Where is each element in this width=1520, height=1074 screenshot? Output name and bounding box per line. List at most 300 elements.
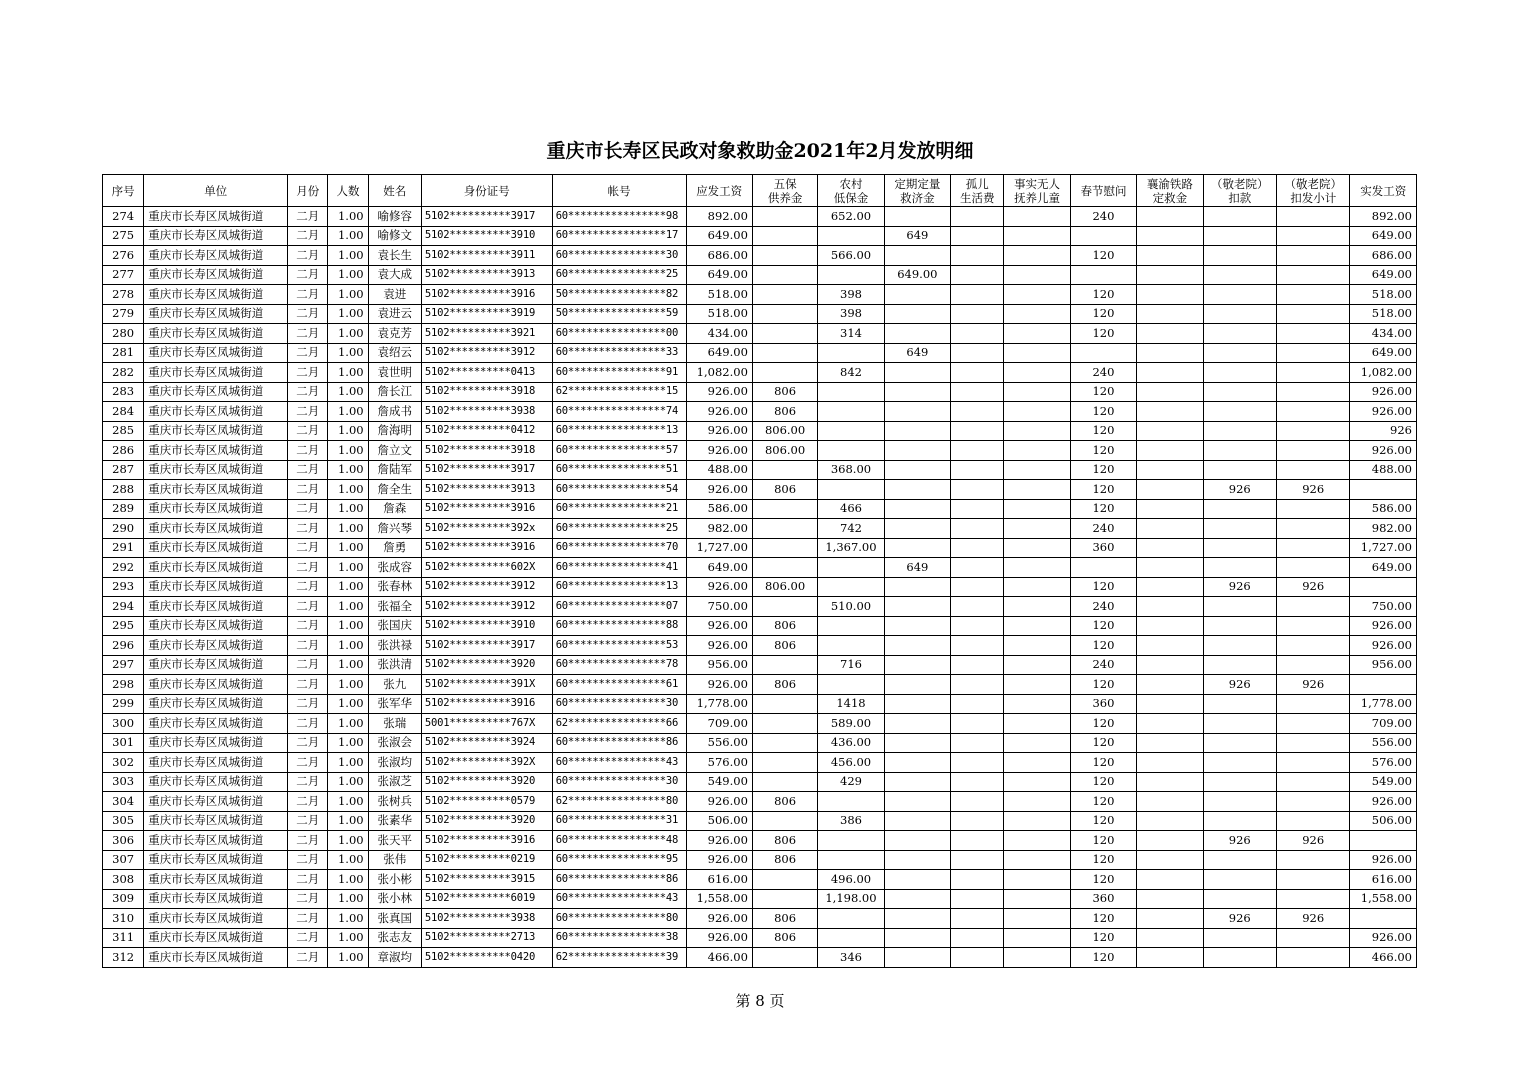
- table-cell: 1.00: [328, 558, 368, 578]
- table-cell: [884, 889, 950, 909]
- table-cell: [884, 207, 950, 227]
- table-cell: 290: [103, 519, 144, 539]
- table-cell: 1.00: [328, 207, 368, 227]
- table-cell: 5102**********3913: [421, 480, 552, 500]
- table-cell: [752, 324, 817, 344]
- table-cell: [951, 948, 1004, 968]
- table-row: [103, 246, 1417, 266]
- table-cell: 576.00: [686, 753, 752, 773]
- table-cell: [1137, 714, 1203, 734]
- table-cell: 556.00: [686, 733, 752, 753]
- table-cell: 466.00: [686, 948, 752, 968]
- table-cell: 5102**********602X: [421, 558, 552, 578]
- table-cell: [752, 694, 817, 714]
- table-cell: [1350, 480, 1417, 500]
- table-cell: 296: [103, 636, 144, 656]
- table-cell: [951, 850, 1004, 870]
- table-cell: 926: [1203, 909, 1276, 929]
- table-cell: 张成容: [368, 558, 421, 578]
- table-cell: [1137, 207, 1203, 227]
- table-cell: 926.00: [1350, 792, 1417, 812]
- table-cell: 806.00: [752, 421, 817, 441]
- table-cell: 60****************33: [552, 343, 686, 363]
- table-cell: [818, 402, 884, 422]
- table-cell: [1137, 597, 1203, 617]
- table-row: [103, 460, 1417, 480]
- table-cell: 1.00: [328, 460, 368, 480]
- table-cell: 5102**********3938: [421, 402, 552, 422]
- table-row: [103, 772, 1417, 792]
- table-cell: [951, 324, 1004, 344]
- table-row: [103, 753, 1417, 773]
- table-cell: 456.00: [818, 753, 884, 773]
- table-cell: [752, 207, 817, 227]
- table-row: [103, 285, 1417, 305]
- table-cell: [1276, 714, 1349, 734]
- table-cell: [1203, 519, 1276, 539]
- table-cell: 60****************48: [552, 831, 686, 851]
- table-cell: [884, 441, 950, 461]
- table-cell: 5001**********767X: [421, 714, 552, 734]
- table-cell: [884, 870, 950, 890]
- table-cell: 60****************54: [552, 480, 686, 500]
- table-cell: 518.00: [686, 285, 752, 305]
- table-cell: 二月: [288, 714, 328, 734]
- table-row: [103, 499, 1417, 519]
- table-cell: 302: [103, 753, 144, 773]
- table-cell: 重庆市长寿区凤城街道: [144, 246, 288, 266]
- table-cell: 649.00: [1350, 558, 1417, 578]
- table-cell: [1137, 792, 1203, 812]
- table-cell: [1276, 811, 1349, 831]
- table-cell: [1070, 343, 1136, 363]
- table-cell: 750.00: [1350, 597, 1417, 617]
- table-cell: [1137, 909, 1203, 929]
- table-cell: 5102**********0219: [421, 850, 552, 870]
- table-cell: 重庆市长寿区凤城街道: [144, 480, 288, 500]
- table-cell: 张小林: [368, 889, 421, 909]
- table-cell: [1004, 870, 1070, 890]
- table-cell: 278: [103, 285, 144, 305]
- table-cell: 1,778.00: [1350, 694, 1417, 714]
- table-cell: 806: [752, 480, 817, 500]
- table-cell: [1004, 636, 1070, 656]
- table-cell: 5102**********3916: [421, 538, 552, 558]
- table-cell: 重庆市长寿区凤城街道: [144, 850, 288, 870]
- table-cell: 926: [1276, 480, 1349, 500]
- table-cell: [884, 772, 950, 792]
- table-row: [103, 441, 1417, 461]
- table-cell: [1203, 772, 1276, 792]
- table-cell: 589.00: [818, 714, 884, 734]
- table-cell: [951, 870, 1004, 890]
- table-cell: [752, 304, 817, 324]
- table-cell: [1137, 850, 1203, 870]
- table-cell: [884, 733, 950, 753]
- table-cell: [1004, 675, 1070, 695]
- table-cell: 281: [103, 343, 144, 363]
- table-cell: 926: [1203, 577, 1276, 597]
- table-cell: [884, 616, 950, 636]
- table-cell: 60****************91: [552, 363, 686, 383]
- table-cell: 926.00: [1350, 636, 1417, 656]
- table-cell: [1203, 285, 1276, 305]
- column-header: 帐号: [552, 175, 686, 207]
- table-cell: 詹森: [368, 499, 421, 519]
- table-cell: 1.00: [328, 441, 368, 461]
- table-cell: [951, 811, 1004, 831]
- table-cell: 张淑均: [368, 753, 421, 773]
- table-cell: [752, 597, 817, 617]
- table-cell: 1.00: [328, 948, 368, 968]
- table-cell: [1004, 226, 1070, 246]
- table-cell: 283: [103, 382, 144, 402]
- table-cell: 306: [103, 831, 144, 851]
- table-cell: 袁世明: [368, 363, 421, 383]
- table-row: [103, 870, 1417, 890]
- table-cell: [1203, 928, 1276, 948]
- table-cell: 926.00: [1350, 382, 1417, 402]
- table-cell: 二月: [288, 928, 328, 948]
- table-body: [103, 207, 1417, 968]
- table-cell: [1137, 733, 1203, 753]
- table-cell: 1,082.00: [686, 363, 752, 383]
- table-cell: 649.00: [884, 265, 950, 285]
- table-cell: 60****************30: [552, 246, 686, 266]
- table-cell: 张国庆: [368, 616, 421, 636]
- table-cell: [1137, 753, 1203, 773]
- page-title: 重庆市长寿区民政对象救助金2021年2月发放明细: [546, 140, 974, 162]
- table-cell: 288: [103, 480, 144, 500]
- table-cell: 詹陆军: [368, 460, 421, 480]
- table-cell: 298: [103, 675, 144, 695]
- table-row: [103, 831, 1417, 851]
- table-cell: [1137, 402, 1203, 422]
- table-cell: 240: [1070, 655, 1136, 675]
- table-cell: 1,727.00: [1350, 538, 1417, 558]
- table-cell: [1276, 870, 1349, 890]
- table-cell: 重庆市长寿区凤城街道: [144, 636, 288, 656]
- table-cell: 120: [1070, 382, 1136, 402]
- table-cell: [1276, 343, 1349, 363]
- table-cell: [884, 421, 950, 441]
- table-cell: 张小彬: [368, 870, 421, 890]
- table-cell: [884, 538, 950, 558]
- column-header: 人数: [328, 175, 368, 207]
- table-cell: 5102**********6019: [421, 889, 552, 909]
- table-cell: [1276, 226, 1349, 246]
- table-cell: 806: [752, 928, 817, 948]
- column-header: 五保 供养金: [752, 175, 817, 207]
- table-cell: [1004, 304, 1070, 324]
- table-cell: 806.00: [752, 441, 817, 461]
- table-cell: 重庆市长寿区凤城街道: [144, 870, 288, 890]
- table-cell: 120: [1070, 577, 1136, 597]
- table-cell: 289: [103, 499, 144, 519]
- table-cell: 重庆市长寿区凤城街道: [144, 363, 288, 383]
- table-cell: 二月: [288, 909, 328, 929]
- table-cell: [818, 792, 884, 812]
- table-cell: 616.00: [686, 870, 752, 890]
- table-row: [103, 480, 1417, 500]
- table-cell: 60****************38: [552, 928, 686, 948]
- table-cell: 60****************25: [552, 519, 686, 539]
- table-cell: [1004, 538, 1070, 558]
- table-cell: [951, 519, 1004, 539]
- table-cell: [818, 480, 884, 500]
- table-cell: [951, 597, 1004, 617]
- table-row: [103, 675, 1417, 695]
- table-row: [103, 402, 1417, 422]
- table-cell: [951, 304, 1004, 324]
- table-cell: [1203, 304, 1276, 324]
- table-cell: [1276, 889, 1349, 909]
- table-cell: [951, 343, 1004, 363]
- table-cell: [1137, 519, 1203, 539]
- table-cell: 重庆市长寿区凤城街道: [144, 207, 288, 227]
- table-cell: [884, 577, 950, 597]
- table-cell: 1,558.00: [686, 889, 752, 909]
- table-cell: 120: [1070, 850, 1136, 870]
- table-cell: [752, 558, 817, 578]
- table-cell: 袁绍云: [368, 343, 421, 363]
- table-cell: [1350, 577, 1417, 597]
- table-cell: [884, 304, 950, 324]
- table-cell: 1.00: [328, 382, 368, 402]
- table-cell: 60****************51: [552, 460, 686, 480]
- table-cell: 5102**********3910: [421, 226, 552, 246]
- table-cell: 张树兵: [368, 792, 421, 812]
- column-header: （敬老院） 扣发小计: [1276, 175, 1349, 207]
- table-cell: 詹长江: [368, 382, 421, 402]
- table-cell: 1.00: [328, 928, 368, 948]
- table-cell: 518.00: [1350, 304, 1417, 324]
- table-cell: [884, 597, 950, 617]
- table-cell: [752, 246, 817, 266]
- table-cell: [1350, 909, 1417, 929]
- table-cell: [1276, 499, 1349, 519]
- table-cell: [752, 343, 817, 363]
- table-cell: [1137, 636, 1203, 656]
- table-cell: 750.00: [686, 597, 752, 617]
- table-cell: [884, 753, 950, 773]
- table-cell: 1.00: [328, 889, 368, 909]
- table-cell: 5102**********3916: [421, 831, 552, 851]
- table-cell: 重庆市长寿区凤城街道: [144, 948, 288, 968]
- table-cell: 1.00: [328, 519, 368, 539]
- table-cell: 二月: [288, 597, 328, 617]
- table-cell: 398: [818, 285, 884, 305]
- table-cell: 1.00: [328, 480, 368, 500]
- table-cell: 60****************30: [552, 772, 686, 792]
- table-cell: 5102**********3920: [421, 655, 552, 675]
- table-cell: 5102**********3912: [421, 577, 552, 597]
- table-cell: 982.00: [1350, 519, 1417, 539]
- table-cell: [1137, 265, 1203, 285]
- table-cell: [1276, 246, 1349, 266]
- table-cell: 240: [1070, 519, 1136, 539]
- table-cell: [818, 675, 884, 695]
- table-cell: 926: [1203, 480, 1276, 500]
- table-cell: 袁长生: [368, 246, 421, 266]
- table-cell: 120: [1070, 792, 1136, 812]
- table-cell: 60****************30: [552, 694, 686, 714]
- table-cell: 956.00: [686, 655, 752, 675]
- table-cell: [1004, 753, 1070, 773]
- table-cell: 842: [818, 363, 884, 383]
- table-cell: 1.00: [328, 285, 368, 305]
- table-row: [103, 694, 1417, 714]
- table-cell: 926.00: [686, 616, 752, 636]
- column-header: 实发工资: [1350, 175, 1417, 207]
- table-cell: 5102**********3924: [421, 733, 552, 753]
- table-cell: [1203, 343, 1276, 363]
- table-cell: 616.00: [1350, 870, 1417, 890]
- table-cell: 1.00: [328, 753, 368, 773]
- table-cell: [752, 363, 817, 383]
- table-cell: 二月: [288, 870, 328, 890]
- table-cell: [1276, 655, 1349, 675]
- table-cell: 詹立文: [368, 441, 421, 461]
- table-cell: 重庆市长寿区凤城街道: [144, 343, 288, 363]
- table-cell: 张九: [368, 675, 421, 695]
- table-cell: 袁进云: [368, 304, 421, 324]
- table-cell: [951, 831, 1004, 851]
- table-cell: 926: [1203, 831, 1276, 851]
- table-cell: [752, 889, 817, 909]
- column-header: 定期定量 救济金: [884, 175, 950, 207]
- table-cell: 926.00: [686, 792, 752, 812]
- table-cell: 1.00: [328, 246, 368, 266]
- table-cell: 60****************00: [552, 324, 686, 344]
- table-cell: [1350, 831, 1417, 851]
- table-cell: [1137, 499, 1203, 519]
- table-cell: 张福全: [368, 597, 421, 617]
- table-cell: [818, 909, 884, 929]
- table-cell: 311: [103, 928, 144, 948]
- table-cell: [1137, 948, 1203, 968]
- table-cell: 120: [1070, 714, 1136, 734]
- table-cell: 5102**********392X: [421, 753, 552, 773]
- table-cell: [1004, 441, 1070, 461]
- table-cell: [1276, 928, 1349, 948]
- table-cell: 926: [1276, 831, 1349, 851]
- table-cell: 重庆市长寿区凤城街道: [144, 811, 288, 831]
- table-cell: 926.00: [686, 850, 752, 870]
- table-cell: 309: [103, 889, 144, 909]
- table-cell: [951, 499, 1004, 519]
- table-cell: 276: [103, 246, 144, 266]
- table-cell: [752, 811, 817, 831]
- table-cell: 5102**********3912: [421, 343, 552, 363]
- table-cell: [1070, 265, 1136, 285]
- table-cell: 重庆市长寿区凤城街道: [144, 792, 288, 812]
- table-cell: 重庆市长寿区凤城街道: [144, 655, 288, 675]
- table-cell: 1.00: [328, 343, 368, 363]
- table-cell: 303: [103, 772, 144, 792]
- table-cell: 518.00: [1350, 285, 1417, 305]
- table-cell: 285: [103, 421, 144, 441]
- table-cell: [951, 285, 1004, 305]
- table-cell: 重庆市长寿区凤城街道: [144, 558, 288, 578]
- table-cell: 二月: [288, 421, 328, 441]
- table-cell: 60****************98: [552, 207, 686, 227]
- table-cell: 518.00: [686, 304, 752, 324]
- table-cell: [1004, 519, 1070, 539]
- table-cell: [1137, 460, 1203, 480]
- table-cell: 120: [1070, 441, 1136, 461]
- table-cell: [1137, 363, 1203, 383]
- table-cell: [951, 577, 1004, 597]
- table-cell: [1203, 226, 1276, 246]
- table-cell: 926.00: [1350, 928, 1417, 948]
- table-cell: [1137, 889, 1203, 909]
- table-cell: 张瑞: [368, 714, 421, 734]
- table-cell: 120: [1070, 304, 1136, 324]
- table-cell: 袁进: [368, 285, 421, 305]
- table-cell: 360: [1070, 694, 1136, 714]
- table-cell: [1203, 207, 1276, 227]
- table-cell: [951, 265, 1004, 285]
- table-cell: [884, 499, 950, 519]
- table-cell: 60****************07: [552, 597, 686, 617]
- table-cell: [1276, 597, 1349, 617]
- table-cell: 重庆市长寿区凤城街道: [144, 577, 288, 597]
- table-row: [103, 519, 1417, 539]
- table-cell: 5102**********3911: [421, 246, 552, 266]
- table-cell: [1137, 538, 1203, 558]
- table-cell: 二月: [288, 324, 328, 344]
- table-cell: 926: [1350, 421, 1417, 441]
- table-cell: [1137, 577, 1203, 597]
- table-cell: [1203, 889, 1276, 909]
- table-cell: [752, 499, 817, 519]
- table-cell: 649.00: [1350, 265, 1417, 285]
- table-header-row: [103, 175, 1417, 207]
- table-cell: 649.00: [686, 226, 752, 246]
- table-cell: 360: [1070, 538, 1136, 558]
- table-cell: [1004, 402, 1070, 422]
- table-cell: 重庆市长寿区凤城街道: [144, 909, 288, 929]
- column-header: 序号: [103, 175, 144, 207]
- table-cell: 120: [1070, 636, 1136, 656]
- table-cell: [1137, 655, 1203, 675]
- table-cell: [1276, 285, 1349, 305]
- table-cell: 709.00: [1350, 714, 1417, 734]
- column-header: 身份证号: [421, 175, 552, 207]
- table-row: [103, 421, 1417, 441]
- table-cell: [1004, 480, 1070, 500]
- table-cell: 二月: [288, 616, 328, 636]
- table-cell: 二月: [288, 402, 328, 422]
- column-header: 事实无人 抚养儿童: [1004, 175, 1070, 207]
- table-cell: [1004, 285, 1070, 305]
- table-cell: 二月: [288, 460, 328, 480]
- table-cell: 50****************59: [552, 304, 686, 324]
- column-header: 单位: [144, 175, 288, 207]
- table-cell: 926.00: [1350, 402, 1417, 422]
- table-cell: 429: [818, 772, 884, 792]
- table-cell: 1.00: [328, 538, 368, 558]
- table-cell: [1276, 460, 1349, 480]
- table-row: [103, 558, 1417, 578]
- table-cell: [1004, 811, 1070, 831]
- table-cell: [884, 460, 950, 480]
- table-cell: 301: [103, 733, 144, 753]
- table-cell: [1276, 265, 1349, 285]
- table-cell: 556.00: [1350, 733, 1417, 753]
- table-cell: 120: [1070, 733, 1136, 753]
